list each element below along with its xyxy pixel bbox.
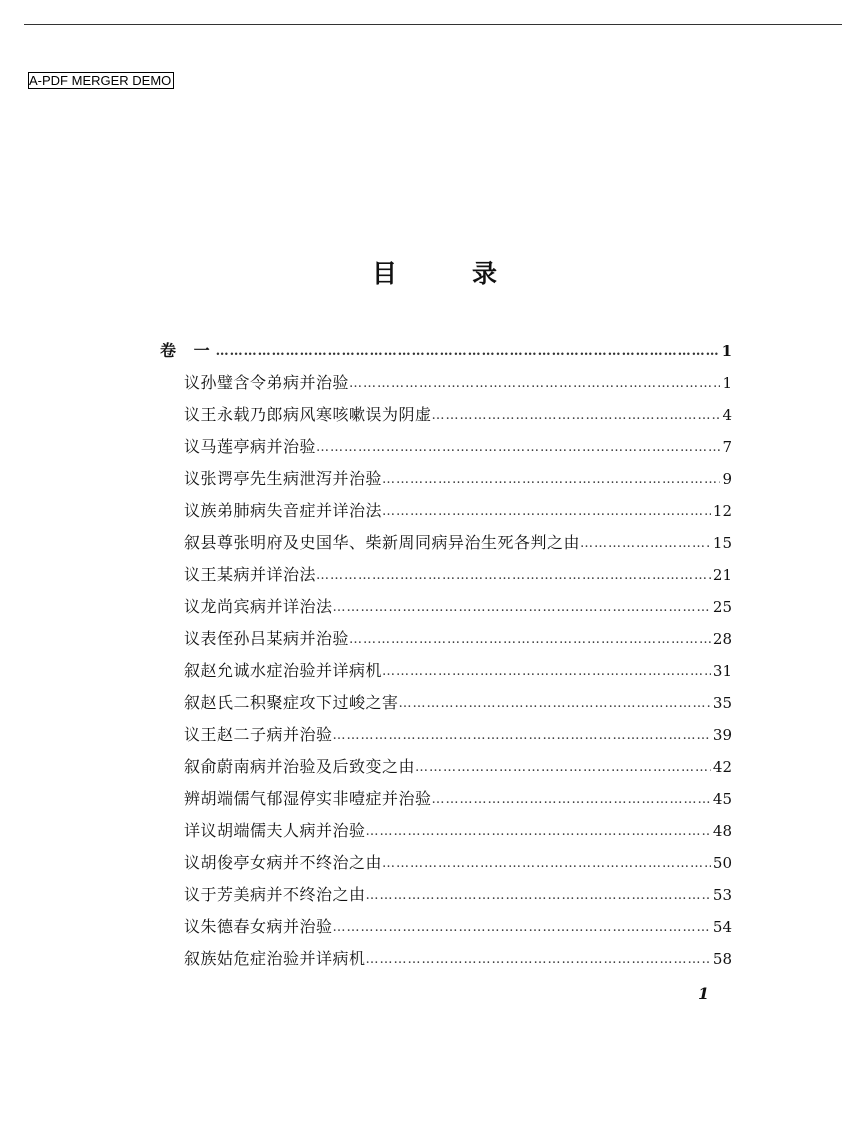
toc-entry-title: 辨胡端儒气郁湿停实非噎症并治验 xyxy=(184,789,432,808)
toc-entry[interactable] xyxy=(184,879,732,905)
page-folio-number: 1 xyxy=(698,984,710,1003)
toc-page-number: 35 xyxy=(712,694,732,712)
toc-page-number: 28 xyxy=(712,630,732,648)
toc-page-number: 39 xyxy=(712,726,732,744)
toc-entry[interactable] xyxy=(184,783,732,809)
toc-leader xyxy=(382,663,711,681)
toc-leader xyxy=(333,599,711,617)
toc-page-number: 48 xyxy=(712,822,732,840)
toc-entry-title: 议族弟肺病失音症并详治法 xyxy=(184,501,383,520)
toc-entry-title: 议王赵二子病并治验 xyxy=(184,725,333,744)
toc-entry-title: 叙县尊张明府及史国华、柴新周同病异治生死各判之由 xyxy=(184,533,581,552)
toc-entry-title: 详议胡端儒夫人病并治验 xyxy=(184,821,366,840)
toc-entry-title: 议孙璧含令弟病并治验 xyxy=(184,373,350,392)
toc-page-number: 4 xyxy=(722,406,732,424)
toc-entry[interactable] xyxy=(184,847,732,873)
toc-entry-title: 叙赵允诚水症治验并详病机 xyxy=(184,661,383,680)
toc-entry-title: 议王某病并详治法 xyxy=(184,565,317,584)
toc-leader xyxy=(382,503,711,521)
toc-entry[interactable] xyxy=(184,815,732,841)
toc-leader xyxy=(316,567,711,585)
toc-leader xyxy=(382,471,720,489)
toc-leader xyxy=(399,695,711,713)
toc-entry-title: 议张谔亭先生病泄泻并治验 xyxy=(184,469,383,488)
toc-entry-title: 议马莲亭病并治验 xyxy=(184,437,317,456)
toc-entry[interactable] xyxy=(184,495,732,521)
toc-entry[interactable] xyxy=(184,623,732,649)
toc-entry-title: 叙俞蔚南病并治验及后致变之由 xyxy=(184,757,416,776)
toc-leader xyxy=(580,535,711,553)
toc-entry-title: 议于芳美病并不终治之由 xyxy=(184,885,366,904)
toc-chapter-row[interactable] xyxy=(160,335,732,361)
toc-entry[interactable] xyxy=(184,463,732,489)
toc-entry[interactable] xyxy=(184,719,732,745)
page-title xyxy=(370,254,520,294)
toc-leader xyxy=(316,439,720,457)
toc-page-number: 12 xyxy=(712,502,732,520)
toc-entry[interactable] xyxy=(184,687,732,713)
toc-leader xyxy=(366,951,711,969)
toc-page-number: 54 xyxy=(712,918,732,936)
toc-entry[interactable] xyxy=(184,399,732,425)
toc-leader xyxy=(432,791,711,809)
toc-entry[interactable] xyxy=(184,943,732,969)
toc-leader xyxy=(382,855,711,873)
toc-page-number: 31 xyxy=(712,662,732,680)
toc-entry-title: 议胡俊亭女病并不终治之由 xyxy=(184,853,383,872)
toc-page-number: 1 xyxy=(721,342,732,360)
toc-page-number: 7 xyxy=(722,438,732,456)
toc-leader xyxy=(333,919,711,937)
toc-entry[interactable] xyxy=(184,591,732,617)
toc-entry[interactable] xyxy=(184,751,732,777)
toc-page-number: 25 xyxy=(712,598,732,616)
page-title-char-1: 目 xyxy=(372,259,398,288)
toc-entry[interactable] xyxy=(184,911,732,937)
toc-page-number: 50 xyxy=(712,854,732,872)
toc-leader xyxy=(366,823,711,841)
toc-leader xyxy=(349,631,711,649)
toc-entry-title: 叙赵氏二积聚症攻下过峻之害 xyxy=(184,693,399,712)
toc-leader xyxy=(349,375,720,393)
toc-entry[interactable] xyxy=(184,655,732,681)
toc-page-number: 21 xyxy=(712,566,732,584)
toc-page-number: 42 xyxy=(712,758,732,776)
toc-chapter-title: 卷 一 xyxy=(160,341,216,360)
toc-entry[interactable] xyxy=(184,559,732,585)
toc-leader xyxy=(366,887,711,905)
toc-entry-title: 议朱德春女病并治验 xyxy=(184,917,333,936)
toc-page-number: 9 xyxy=(722,470,732,488)
toc-page-number: 53 xyxy=(712,886,732,904)
toc-page-number: 15 xyxy=(712,534,732,552)
toc-entry-title: 叙族姑危症治验并详病机 xyxy=(184,949,366,968)
toc-entry-title: 议龙尚宾病并详治法 xyxy=(184,597,333,616)
toc-leader xyxy=(333,727,711,745)
toc-leader xyxy=(432,407,721,425)
watermark-label: A-PDF MERGER DEMO xyxy=(28,72,174,89)
top-rule xyxy=(24,24,842,25)
toc-leader xyxy=(216,343,720,361)
toc-page-number: 45 xyxy=(712,790,732,808)
toc-entry-title: 议表侄孙吕某病并治验 xyxy=(184,629,350,648)
toc-page-number: 58 xyxy=(712,950,732,968)
toc-entry[interactable] xyxy=(184,527,732,553)
toc-entry[interactable] xyxy=(184,367,732,393)
toc-entry[interactable] xyxy=(184,431,732,457)
toc-leader xyxy=(415,759,711,777)
page-title-char-2: 录 xyxy=(472,259,498,288)
toc-entry-title: 议王永载乃郎病风寒咳嗽误为阴虚 xyxy=(184,405,432,424)
toc-page-number: 1 xyxy=(722,374,732,392)
